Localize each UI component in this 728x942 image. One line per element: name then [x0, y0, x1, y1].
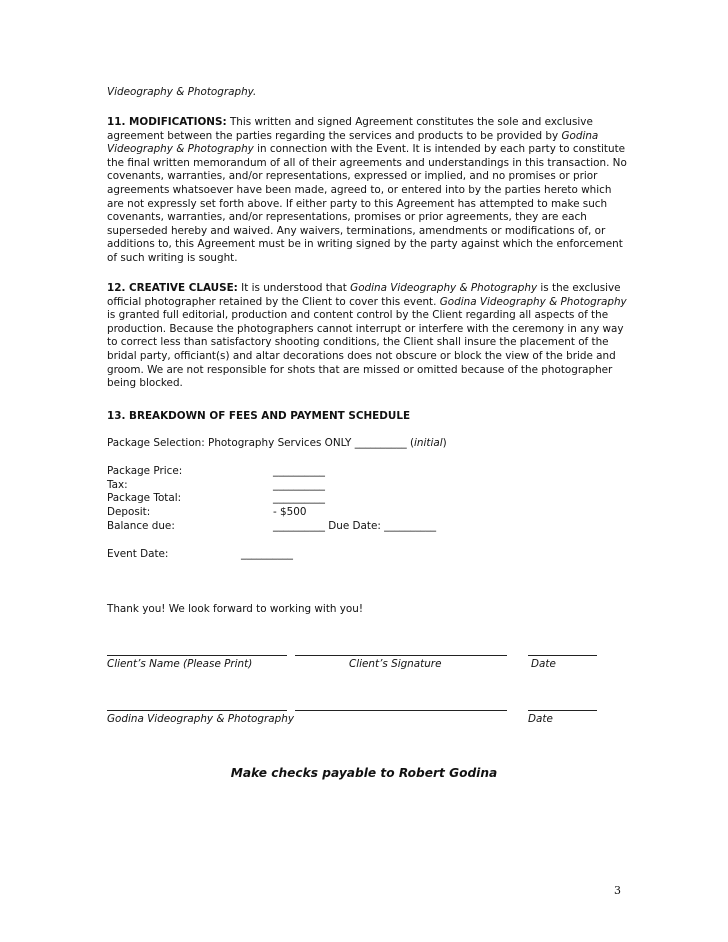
package-price-label: Package Price:: [107, 465, 183, 477]
balance-due-value: __________ Due Date: __________: [273, 520, 437, 532]
checks-payable-note: Make checks payable to Robert Godina: [230, 766, 498, 780]
package-total-value: __________: [273, 492, 325, 504]
creative-text-2: is the exclusive official photographer retained by the Client to cover this event.: [107, 282, 621, 308]
package-selection-initial: initial: [414, 437, 443, 449]
date-label-1: Date: [531, 658, 556, 670]
event-date-value: __________: [241, 548, 293, 560]
page-number: 3: [614, 884, 621, 897]
package-selection: [107, 437, 447, 451]
creative-company-1: Godina Videography & Photography: [350, 282, 538, 294]
creative-company-2: Godina Videography & Photography: [439, 295, 627, 308]
package-selection-close: ): [442, 437, 447, 449]
package-selection-label: Package Selection: Photography Services ONLY __________ (: [107, 437, 415, 449]
company-line: [107, 710, 287, 711]
package-total-label: Package Total:: [107, 492, 182, 504]
modifications-text-2: in connection with the Event. It is intended by each party to constitute the final written memorandum of all of their agreements and understandings in this transaction. No covenants, warranties, and/or representations, expressed or implied, and no promises or prior agreements whatsoever have been made, agreed to, or entered into by the parties hereto which are not expressly set forth above. If either party to this Agreement has attempted to make such covenants, warranties, and/or representations, promises or prior agreements, they are each superseded hereby and waived. Any waivers, terminations, amendments or modifications of, or additions to, this Agreement must be in writing signed by the party against which the enforcement of such writing is sought.: [107, 143, 627, 264]
tax-value: __________: [273, 479, 325, 491]
thank-you-line: Thank you! We look forward to working with you!: [107, 603, 364, 615]
event-date-label: Event Date:: [107, 548, 169, 560]
client-signature-line: [295, 655, 507, 656]
modifications-text-1: This written and signed Agreement constitutes the sole and exclusive agreement between the parties regarding the services and products to be provided by: [107, 116, 593, 142]
fees-heading: 13. BREAKDOWN OF FEES AND PAYMENT SCHEDULE: [107, 410, 411, 422]
modifications-company: Godina Videography & Photography: [107, 129, 599, 156]
date-line-2: [528, 710, 597, 711]
modifications-heading: 11. MODIFICATIONS:: [107, 116, 227, 128]
deposit-label: Deposit:: [107, 506, 151, 518]
date-label-2: Date: [528, 713, 553, 725]
balance-due-label: Balance due:: [107, 520, 175, 532]
section-creative-clause: [107, 282, 627, 391]
deposit-value: - $500: [273, 506, 307, 518]
tax-label: Tax:: [107, 479, 128, 491]
client-name-line: [107, 655, 287, 656]
company-label: Godina Videography & Photography: [107, 713, 294, 725]
creative-text-3: is granted full editorial, production and content control by the Client regarding all aspects of the production. Because the photographers cannot interrupt or interfere with the ceremony in any way to correct less than satisfactory shooting conditions, the Client shall insure the placement of the bridal party, officiant(s) and altar decorations does not obscure or block the view of the bride and groom. We are not responsible for shots that are missed or omitted because of the photographer being blocked.: [107, 309, 624, 390]
intro-line: Videography & Photography.: [107, 86, 257, 98]
date-line-1: [528, 655, 597, 656]
package-price-value: __________: [273, 465, 325, 477]
creative-heading: 12. CREATIVE CLAUSE:: [107, 282, 238, 294]
creative-text-1: It is understood that: [237, 282, 351, 294]
company-signature-line: [295, 710, 507, 711]
section-modifications: [107, 116, 627, 266]
client-name-label: Client’s Name (Please Print): [107, 658, 253, 670]
client-signature-label: Client’s Signature: [349, 658, 442, 670]
